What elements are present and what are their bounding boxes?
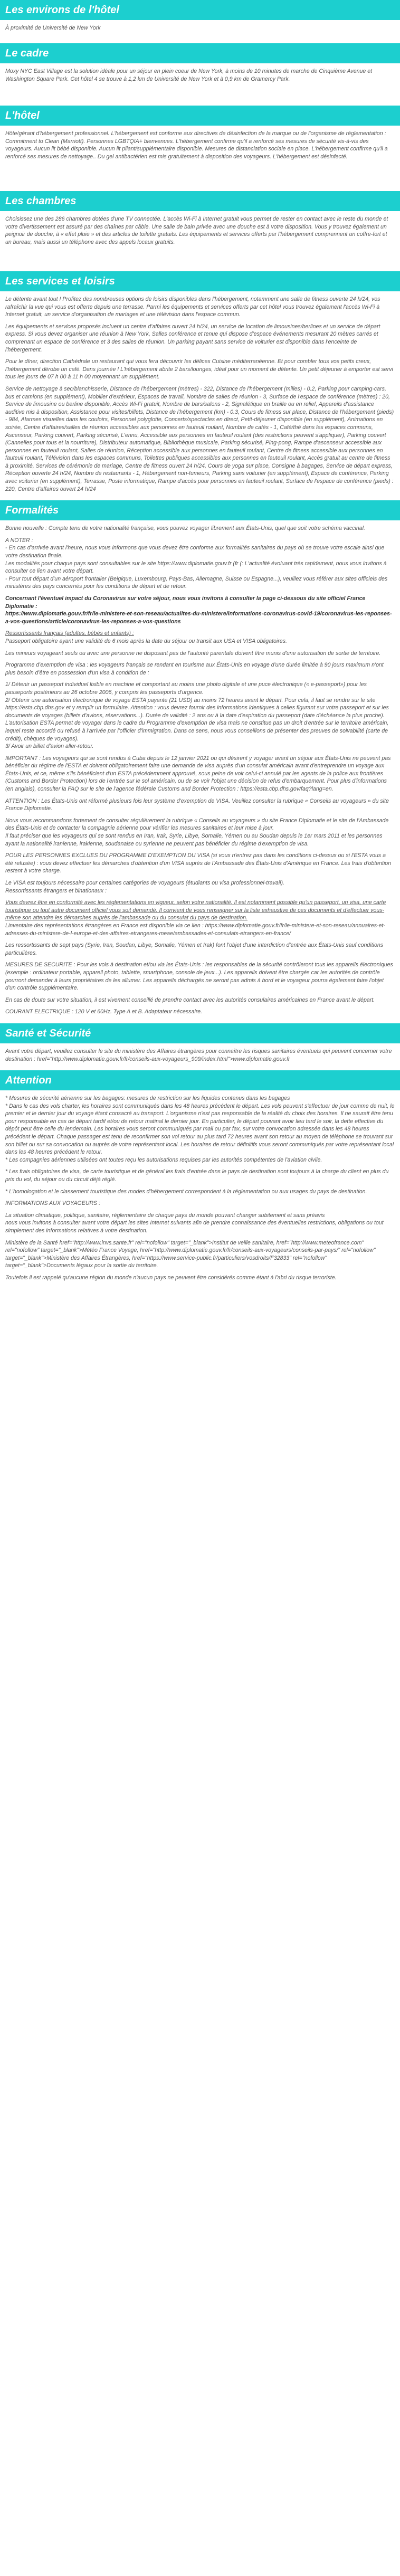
- link-ministere-sante[interactable]: Ministère de la Santé href="http://www.invs.sante.fr" rel="nofollow" target="_blank">Institut de veille sanitaire, href="http://www.meteofrance.com" rel="nofollow" target="_blank">Météo France Voyage, href="http://www.diplomatie.gouv.fr/fr/conseils-aux-voyageurs/conseils-par-pays/" rel="nofollow" target="_blank">Ministère des Affaires Étrangères, href="https://www.service-public.fr/particuliers/vosdroits/F32833" rel="nofollow" target="_blank">Documents légaux pour la sortie du territoire.: [5, 1239, 376, 1269]
- paragraph: INFORMATIONS AUX VOYAGEURS :: [5, 1200, 101, 1207]
- section-cadre: [0, 43, 400, 106]
- paragraph: - En cas d'arrivée avant l'heure, nous vous informons que vous devez être conforme aux formalités sanitaires du pays où se trouve votre escale ainsi que votre destination finale.: [5, 545, 385, 559]
- paragraph: Vous devrez être en conformité avec les réglementations en vigueur, selon votre nationalité. Il est notamment possible qu'un passeport, un visa, une carte touristique ou tout autre document officiel vous soit demandé. Il convient de vous renseigner sur la liste exhaustive de ces documents et d'effectuer vous-même son attendre les démarches auprès de l'ambassade ou du consulat du pays de destination.: [5, 899, 386, 921]
- paragraph: La situation climatique, politique, sanitaire, réglementaire de chaque pays du monde pouvant changer subitement et sans préavis: [5, 1212, 325, 1219]
- paragraph: Les modalités pour chaque pays sont consultables sur le site https://www.diplomatie.gouv.fr (fr (: L'actualité évoluant très rapidement, nous vous invitons à consulter ce lien avant votre départ.: [5, 560, 387, 575]
- paragraph: Hôte/gérant d'hébergement professionnel. L'hébergement est conforme aux directives de désinfection de la marque ou de l'organisme de réglementation : Commitment to Clean (Marriott). Personnes LGBTQIA+ bienvenues. L'hébergement confirme qu'il a renforcé ses mesures de sécurité vis-à-vis des voyageurs. Aucun lit bébé disponible. Aucun lit pliant/supplémentaire disponible. Mesures de distanciation sociale en place. L'hébergement confirme qu'il a renforcé ses mesures de nettoyage.. Du gel antibactérien est mis gratuitement à disposition des voyageurs. L'hébergement est désinfecté.: [5, 130, 388, 160]
- paragraph: * Mesures de sécurité aérienne sur les bagages: mesures de restriction sur les liquides contenus dans les bagages: [5, 1095, 290, 1102]
- paragraph: Il faut préciser que les voyageurs qui se sont rendus en Iran, Irak, Syrie, Libye, Somalie, Yémen ou au Soudan depuis le 1er mars 2011 et les personnes ayant la nationalité iranienne, irakienne, soudanaise ou syrienne ne peuvent pas bénéficier du régime d'exemption de visa.: [5, 833, 383, 847]
- section-attention: [0, 1070, 400, 1289]
- paragraph: Pour le dîner, direction Cathédrale un restaurant qui vous fera découvrir les délices Cuisine méditerranéenne. Et pour combler tous vos petits creux, l'hébergement dérobe un café. Dans journée ! L'hébergement abrite 2 bars/lounges, idéal pour un moment de détente. Un petit déjeuner à emporter est servi tous les jours de 07 h 00 à 11 h 00 moyennant un supplément.: [5, 358, 393, 381]
- paragraph: * Les compagnies aériennes utilisées ont toutes reçu les autorisations requises par les autorités compétentes de l'aviation civile.: [5, 1156, 322, 1163]
- section-title: Formalités: [0, 500, 400, 520]
- section-services: [0, 271, 400, 500]
- section-environs: [0, 0, 400, 43]
- section-title: Le cadre: [0, 43, 400, 63]
- section-title: Santé et Sécurité: [0, 1023, 400, 1043]
- paragraph: 1/ Détenir un passeport individuel lisible en machine et comportant au moins une photo digitale et une puce électronique (« e-passeport») pour les passeports postérieurs au 26 octobre 2006, y compris les passeports d'urgence.: [5, 681, 367, 696]
- paragraph: Programme d'exemption de visa : les voyageurs français se rendant en tourisme aux États-Unis en voyage d'une durée limitée à 90 jours maximum n'ont plus besoin d'être en possession d'un visa à condition de :: [5, 662, 384, 676]
- section-chambres: [0, 191, 400, 271]
- paragraph: Ressortissants français (adultes, bébés et enfants) :: [5, 630, 134, 637]
- paragraph: Moxy NYC East Village est la solution idéale pour un séjour en plein coeur de New York, à moins de 10 minutes de marche de Cinquième Avenue et Washington Square Park. Cet hôtel 4 se trouve à 1,2 km de Université de New York et à 0,9 km de Gramercy Park.: [5, 68, 373, 82]
- paragraph: Le détente avant tout ! Profitez des nombreuses options de loisirs disponibles dans l'hébergement, notamment une salle de fitness ouverte 24 h/24, vos rafraîchir la vue qui vous est offerte depuis une terrasse. Parmi les équipements et services offerts par cet hôtel vous trouvez également l'accès Wi-Fi à Internet gratuit, un service d'organisation de mariages et une télévision dans l'espace commun.: [5, 296, 380, 318]
- paragraph: 3/ Avoir un billet d'avion aller-retour.: [5, 743, 94, 750]
- section-formalites: [0, 500, 400, 1023]
- paragraph: MESURES DE SECURITE : Pour les vols à destination et/ou via les États-Unis : les responsables de la sécurité contrôleront tous les appareils électroniques (exemple : ordinateur portable, appareil photo, tablette, smartphone, console de jeux...). Les appareils doivent être chargés car les autorités de contrôle pourront demander à leurs propriétaires de les allumer. Les appareils déchargés ne seront pas admis à bord et le voyageur pourra également faire l'objet d'un contrôle supplémentaire.: [5, 962, 393, 992]
- section-title: Attention: [0, 1070, 400, 1090]
- paragraph: Ressortissants étrangers et binationaux :: [5, 887, 107, 894]
- section-hotel: [0, 106, 400, 191]
- section-title: Les environs de l'hôtel: [0, 0, 400, 20]
- paragraph: Les équipements et services proposés incluent un centre d'affaires ouvert 24 h/24, un service de location de limousines/berlines et un service de départ express. Si vous devez organiser une réunion à New York, Salles conférence et tenue qui dispose d'espace événements mesurant 20 mètres carrés et comprenant un espace de conférence et 3 des salles de réunion. Un parking payant sans service de voiturier est disponible dans l'enceinte de l'hébergement.: [5, 323, 380, 353]
- paragraph: Nous vous recommandons fortement de consulter régulièrement la rubrique « Conseils au voyageurs » du site France Diplomatie et le site de l'Ambassade des États-Unis et de contacter la compagnie aérienne pour vérifier les mesures sanitaires et leur mise à jour.: [5, 817, 389, 832]
- paragraph: Les ressortissants de sept pays (Syrie, Iran, Soudan, Libye, Somalie, Yémen et Irak) font l'objet d'une interdiction d'entrée aux États-Unis sauf conditions particulières.: [5, 942, 384, 956]
- paragraph: POUR LES PERSONNES EXCLUES DU PROGRAMME D'EXEMPTION DU VISA (si vous n'entrez pas dans les conditions ci-dessus ou si l'ESTA vous a été refusée) : vous devez effectuer les démarches d'obtention d'un VISA auprès de l'Ambassade des États-Unis d'Amérique en France. Les frais d'obtention restent à votre charge.: [5, 852, 392, 874]
- section-title: L'hôtel: [0, 106, 400, 126]
- paragraph: Le VISA est toujours nécessaire pour certaines catégories de voyageurs (étudiants ou visa professionnel-travail).: [5, 880, 284, 886]
- paragraph: - Pour tout départ d'un aéroport frontalier (Belgique, Luxembourg, Pays-Bas, Allemagne, Suisse ou Espagne...), veuillez vous référer aux sites officiels des ministères des pays concernés pour les conditions de départ et de retour.: [5, 575, 388, 590]
- paragraph: L'autorisation ESTA permet de voyager dans le cadre du Programme d'exemption de visa mais ne constitue pas un droit d'entrée sur le territoire américain, lequel reste accordé ou refusé à l'arrivée par l'officier d'immigration. Dans ce sens, nous vous conseillons de présenter des preuves de solvabilité (carte de crédit), chèques de voyages).: [5, 720, 389, 742]
- paragraph: A NOTER :: [5, 537, 33, 544]
- paragraph: À proximité de Université de New York: [5, 25, 101, 31]
- section-title: Les chambres: [0, 191, 400, 211]
- paragraph: Linventaire des représentations étrangères en France est disponible via ce lien : https://www.diplomatie.gouv.fr/fr/le-ministere-et-son-reseau/annuaires-et-adresses-du-ministere-de-l-europe-et-des-affaires-etrangeres-meae/ambassades-et-consulats-etrangers-en-france/: [5, 922, 385, 937]
- paragraph: Toutefois il est rappelé qu'aucune région du monde n'aucun pays ne peuvent être considérés comme étant à l'abri du risque terroriste.: [5, 1274, 337, 1281]
- paragraph: Choisissez une des 286 chambres dotées d'une TV connectée. L'accès Wi-Fi à Internet gratuit vous permet de rester en contact avec le reste du monde et votre divertissement est assuré par des chaînes par câble. Une salle de bain privée avec une douche est à votre disposition. Vous y trouvez également un peignoir de douche, à « effet pluie » et des articles de toilette gratuits. Les équipements et services offerts par l'hébergement comprennent un coffre-fort et un bureau, mais aussi un téléphone avec des appels locaux gratuits.: [5, 216, 388, 245]
- paragraph: COURANT ELECTRIQUE : 120 V et 60Hz. Type A et B. Adaptateur nécessaire.: [5, 1009, 203, 1015]
- paragraph: Bonne nouvelle : Compte tenu de votre nationalité française, vous pouvez voyager librement aux États-Unis, quel que soit votre schéma vaccinal.: [5, 525, 365, 532]
- section-sante-securite: [0, 1023, 400, 1070]
- paragraph: ATTENTION : Les États-Unis ont réformé plusieurs fois leur système d'exemption de VISA. Veuillez consulter la rubrique « Conseils au voyageurs » du site France Diplomatie.: [5, 797, 389, 812]
- paragraph: En cas de doute sur votre situation, il est vivement conseillé de prendre contact avec les autorités consulaires américaines en France avant le départ.: [5, 996, 375, 1003]
- paragraph: * L'homologation et le classement touristique des modes d'hébergement correspondent à la réglementation ou aux usages du pays de destination.: [5, 1188, 367, 1195]
- paragraph: Les mineurs voyageant seuls ou avec une personne ne disposant pas de l'autorité parentale doivent être munis d'une autorisation de sortie de territoire.: [5, 650, 381, 657]
- paragraph: nous vous invitons à consulter avant votre départ les sites Internet suivants afin de prendre connaissance des éventuelles restrictions, obligations ou tout simplement des informations relatives à votre destination.: [5, 1220, 384, 1234]
- paragraph: Concernant l'éventuel impact du Coronavirus sur votre séjour, nous vous invitons à consulter la page ci-dessous du site officiel France Diplomatie :: [5, 595, 366, 610]
- paragraph: Avant votre départ, veuillez consulter le site du ministère des Affaires étrangères pour connaître les risques sanitaires éventuels qui peuvent concerner votre destination : href="http://www.diplomatie.gouv.fr/fr/conseils-aux-voyageurs_909/index.html">www.diplomatie.gouv.fr: [5, 1048, 392, 1062]
- section-title: Les services et loisirs: [0, 271, 400, 291]
- link-coronavirus[interactable]: https://www.diplomatie.gouv.fr/fr/le-ministere-et-son-reseau/actualites-du-ministere/informations-coronavirus-covid-19/coronavirus-les-reponses-a-vos-questions/article/coronavirus-les-reponses-a-vos-questions: [5, 611, 392, 625]
- paragraph: Service de nettoyage à sec/blanchisserie, Distance de l'hébergement (mètres) - 322, Distance de l'hébergement (milles) - 0.2, Parking pour camping-cars, bus et camions (en supplément), Mobilier d'extérieur, Espaces de travail, Nombre de salles de réunion - 3, Surface de l'espace de conférence (mètres) : 20, Service de limousine ou berline disponible, Accès Wi-Fi gratuit, Nombre de bars/salons - 2, Signalétique en braille ou en relief, Appareils d'assistance auditive mis à disposition, Assistance pour visites/billets, Distance de l'hébergement (km) - 0.3, Cours de fitness sur place, Distance de l'hébergement (pieds) - 984, Alarmes visuelles dans les couloirs, Personnel polyglotte, Concerts/spectacles en direct, Petit-déjeuner disponible (en supplément), Animations en soirée, Centre d'affaires/salles de réunion accessibles aux personnes en fauteuil roulant, Nombre de cafés - 1, Café/thé dans les espaces communs, Ascenseur, Parking couvert, Parking sécurisé, L'ennu, Accessible aux personnes en fauteuil roulant (des restrictions peuvent s'appliquer), Parking couvert (Cannelles pour tous et la nourriture), Distributeur automatique, Bibliothèque musicale, Parking sécurisé, Ping-pong, Rampe d'ascenseur accessible aux personnes en fauteuil roulant, Salles de réunion, Réception accessible aux personnes en fauteuil roulant, Centre de fitness accessible aux personnes en fauteuil roulant, Télévision dans les espaces communs, Toilettes publiques accessibles aux personnes en fauteuil roulant, Accès gratuit au centre de fitness à proximité, Services de cérémonie de mariage, Centre de fitness ouvert 24 h/24, Cours de yoga sur place, Consigne à bagages, Service de départ express, Réception ouverte 24 h/24, Nombre de restaurants - 1, Hébergement non-fumeurs, Parking sans voiturier (en supplément), Espace de conférence, Parking avec voiturier (en supplément), Terrasse, Poste informatique, Rampe d'accès pour personnes en fauteuil roulant, Surface de l'espace de conférence (pieds) : 220, Centre d'affaires ouvert 24 h/24: [5, 385, 394, 492]
- paragraph: 2/ Obtenir une autorisation électronique de voyage ESTA payante (21 USD) au moins 72 heures avant le départ. Pour cela, il faut se rendre sur le site https://esta.cbp.dhs.gov et y remplir un formulaire. Attention : vous devrez fournir des informations identiques à celles figurant sur votre passeport et sur les documents de voyages (billets d'avions, réservations...). Durée de validité : 2 ans ou à la date d'expiration du passeport (date d'échéance la plus proche).: [5, 697, 389, 719]
- paragraph: IMPORTANT : Les voyageurs qui se sont rendus à Cuba depuis le 12 janvier 2021 ou qui désirent y voyager avant un séjour aux États-Unis ne peuvent pas bénéficier du régime de l'ESTA et doivent obligatoirement faire une demande de visa auprès d'un consulat américain avant d'entreprendre un voyage aux États-Unis, et ce, même s'ils bénéficient d'un ESTA précédemment approuvé, sous peine de voir celui-ci annulé par les agents de la police aux frontières (Customs and Border Protection) lors de l'entrée sur le sol américain, ou de se voir l'objet une décision de refus d'embarquement. Pour plus d'informations (en anglais), consulter la FAQ sur le site de l'agence fédérale Customs and Border Protection : https://esta.cbp.dhs.gov/faq?lang=en.: [5, 755, 391, 793]
- paragraph: Passeport obligatoire ayant une validité de 6 mois après la date du séjour ou transit aux USA et VISA obligatoires.: [5, 638, 287, 644]
- paragraph: * Dans le cas des vols charter, les horaires sont communiqués dans les 48 heures précédent le départ. Les vols peuvent s'effectuer de jour comme de nuit, le premier et le dernier jour du voyage étant consacré au transport. L'organisme n'est pas responsable de la réalité du choix des horaires. Il ne saurait être tenu pour responsable en cas de départ tardif et/ou de retour matinal le dernier jour. En particulier, le départ pouvant avoir lieu tard le soir, la dette effective du dépôt peut être celle du lendemain. Les horaires vous seront communiqués par mail ou par fax, sur votre convocation adressée dans les 48 heures précédent le départ. Chaque passager est tenu de reconfirmer son vol retour au plus tard 72 heures avant son retour au moyen de téléphone se trouvant sur son billet ou sur sa convocation ou auprès de votre représentant local. Les horaires de retour définitifs vous seront communiqués par votre représentant local dans les 48 heures précédent le retour.: [5, 1102, 395, 1156]
- paragraph: * Les frais obligatoires de visa, de carte touristique et de général les frais d'entrée dans le pays de destination sont toujours à la charge du client en plus du prix du vol, du séjour ou du circuit déjà réglé.: [5, 1168, 389, 1183]
